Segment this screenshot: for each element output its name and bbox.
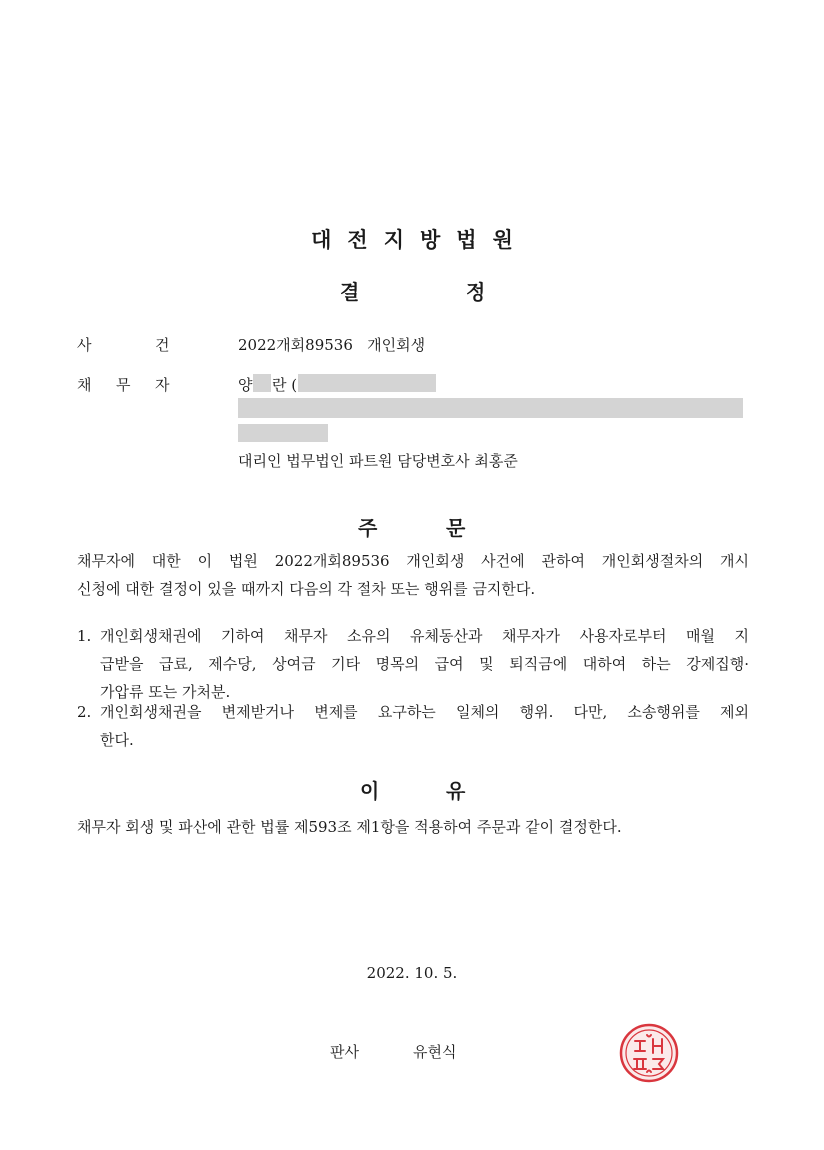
doc-title-char-2: 정: [466, 280, 486, 304]
reason-heading-char-1: 이: [360, 779, 380, 803]
doc-title-char-1: 결: [340, 280, 360, 304]
case-number: 2022개회89536 개인회생: [238, 336, 426, 354]
decision-date: 2022. 10. 5.: [366, 964, 458, 982]
judge-title: 판사: [330, 1043, 359, 1061]
debtor-name-last: 란 (: [272, 376, 298, 394]
reason-heading-char-2: 유: [446, 779, 466, 803]
debtor-label-char-3: 자: [155, 376, 170, 394]
redaction-address-2: [238, 424, 328, 442]
case-label-char-1: 사: [77, 336, 92, 354]
redaction-name: [253, 374, 271, 392]
redaction-address: [238, 398, 743, 418]
court-name: 대전지방법원: [311, 228, 529, 252]
order-item-1-line-2: 급받을 급료, 제수당, 상여금 기타 명목의 급여 및 퇴직금에 대하여 하는 강제집행·: [100, 655, 749, 673]
order-intro-line-2: 신청에 대한 결정이 있을 때까지 다음의 각 절차 또는 행위를 금지한다.: [77, 580, 536, 598]
order-item-1: [77, 622, 749, 706]
judge-seal-stamp: [619, 1023, 679, 1083]
debtor-name-first: 양: [238, 376, 253, 394]
order-intro-line-1: 채무자에 대한 이 법원 2022개회89536 개인회생 사건에 관하여 개인회생절차의 개시: [77, 552, 749, 570]
debtor-agent: 대리인 법무법인 파트원 담당변호사 최홍준: [238, 452, 518, 470]
case-label-char-2: 건: [155, 336, 170, 354]
order-item-2: [77, 698, 749, 754]
order-item-1-line-3: 가압류 또는 가처분.: [100, 683, 231, 701]
order-item-2-number: 2.: [77, 703, 92, 721]
order-item-1-line-1: 개인회생채권에 기하여 채무자 소유의 유체동산과 채무자가 사용자로부터 매월 지: [100, 627, 749, 645]
order-item-2-line-2: 한다.: [100, 731, 134, 749]
order-item-2-line-1: 개인회생채권을 변제받거나 변제를 요구하는 일체의 행위. 다만, 소송행위를 제외: [100, 703, 749, 721]
order-item-1-number: 1.: [77, 627, 92, 645]
reason-text: 채무자 회생 및 파산에 관한 법률 제593조 제1항을 적용하여 주문과 같이 결정한다.: [77, 818, 622, 836]
order-heading-char-2: 문: [446, 516, 466, 540]
redaction-id: [298, 374, 436, 392]
debtor-label-char-2: 무: [116, 376, 131, 394]
order-heading-char-1: 주: [358, 516, 378, 540]
debtor-label-char-1: 채: [77, 376, 92, 394]
seal-graphic: [619, 1023, 679, 1083]
judge-name: 유현식: [413, 1043, 457, 1061]
order-intro: [77, 547, 749, 603]
